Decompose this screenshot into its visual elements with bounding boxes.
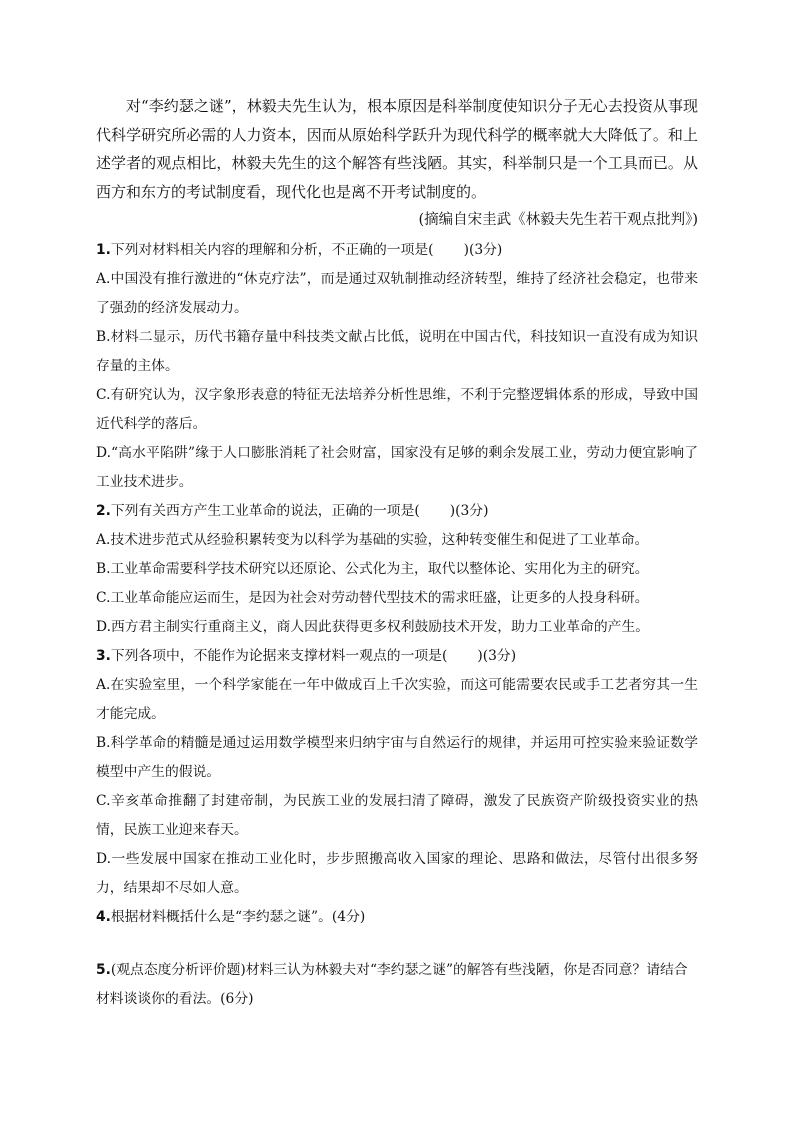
question-stem: 3.下列各项中，不能作为论据来支撑材料一观点的一项是( )(3分) [96, 648, 517, 664]
question-1 [96, 236, 698, 497]
question-number: 1. [96, 242, 111, 258]
option-c: C.工业革命能应运而生，是因为社会对劳动替代型技术的需求旺盛，让更多的人投身科研。 [96, 590, 649, 606]
option-b: B.工业革命需要科学技术研究以还原论、公式化为主，取代以整体论、实用化为主的研究。 [96, 561, 649, 577]
question-stem: 2.下列有关西方产生工业革命的说法，正确的一项是( )(3分) [96, 503, 489, 519]
intro-paragraph: 对“李约瑟之谜”，林毅夫先生认为，根本原因是科举制度使知识分子无心去投资从事现代科学研究所必需的人力资本，因而从原始科学跃升为现代科学的概率就大大降低了。和上述学者的观点相比，林毅夫先生的这个解答有些浅陋。其实，科举制只是一个工具而已。从西方和东方的考试制度看，现代化也是离不开考试制度的。 [96, 97, 698, 201]
question-number: 4. [96, 909, 111, 925]
source-citation: (摘编自宋圭武《林毅夫先生若干观点批判》) [418, 212, 698, 228]
option-b: B.材料二显示，历代书籍存量中科技类文献占比低，说明在中国古代，科技知识一直没有成为知识存量的主体。 [96, 329, 698, 374]
option-b: B.科学革命的精髓是通过运用数学模型来归纳宇宙与自然运行的规律，并运用可控实验来验证数学模型中产生的假说。 [96, 735, 698, 780]
option-c: C.辛亥革命推翻了封建帝制，为民族工业的发展扫清了障碍，激发了民族资产阶级投资实业的热情，民族工业迎来春天。 [96, 793, 698, 838]
question-number: 2. [96, 503, 111, 519]
option-d: D.西方君主制实行重商主义，商人因此获得更多权利鼓励技术开发，助力工业革命的产生。 [96, 619, 650, 635]
option-d: D.“高水平陷阱”缘于人口膨胀消耗了社会财富，国家没有足够的剩余发展工业，劳动力便宜影响了工业技术进步。 [96, 445, 698, 490]
question-stem: 4.根据材料概括什么是“李约瑟之谜”。(4分) [96, 909, 366, 925]
option-a: A.中国没有推行激进的“休克疗法”，而是通过双轨制推动经济转型，维持了经济社会稳定，也带来了强劲的经济发展动力。 [96, 271, 698, 316]
option-a: A.技术进步范式从经验积累转变为以科学为基础的实验，这种转变催生和促进了工业革命。 [96, 532, 649, 548]
question-number: 5. [96, 962, 111, 978]
option-a: A.在实验室里，一个科学家能在一年中做成百上千次实验，而这可能需要农民或手工艺者穷其一生才能完成。 [96, 677, 698, 722]
answer-space [96, 932, 698, 956]
question-2 [96, 497, 698, 642]
option-d: D.一些发展中国家在推动工业化时，步步照搬高收入国家的理论、思路和做法，尽管付出很多努力，结果却不尽如人意。 [96, 851, 698, 896]
question-3 [96, 642, 698, 903]
question-4 [96, 903, 698, 932]
document-page [96, 92, 698, 1014]
question-stem: 5.(观点态度分析评价题)材料三认为林毅夫对“李约瑟之谜”的解答有些浅陋，你是否同意？请结合材料谈谈你的看法。(6分) [96, 962, 688, 1007]
question-5 [96, 956, 698, 1014]
option-c: C.有研究认为，汉字象形表意的特征无法培养分析性思维，不利于完整逻辑体系的形成，导致中国近代科学的落后。 [96, 387, 698, 432]
question-stem: 1.下列对材料相关内容的理解和分析，不正确的一项是( )(3分) [96, 242, 503, 258]
question-number: 3. [96, 648, 111, 664]
